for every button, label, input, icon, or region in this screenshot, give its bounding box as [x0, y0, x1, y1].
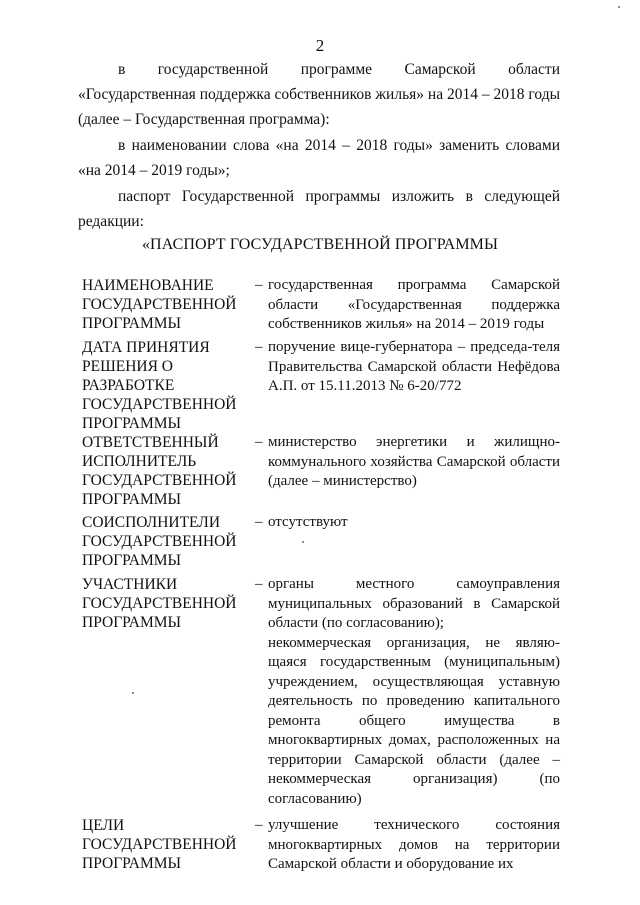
row-value: отсутствуют	[268, 514, 348, 530]
row-dash: –	[255, 514, 263, 530]
row-value: министерство энергетики и жилищно-коммунального хозяйства Самарской области (далее – министерство)	[268, 434, 560, 489]
row-label: НАИМЕНОВАНИЕ ГОСУДАРСТВЕННОЙ ПРОГРАММЫ	[82, 277, 237, 332]
row-value: улучшение технического состояния многоквартирных домов на территории Самарской области и оборудование их	[268, 817, 560, 872]
page-number: 2	[315, 36, 325, 55]
row-label: ДАТА ПРИНЯТИЯ РЕШЕНИЯ О РАЗРАБОТКЕ ГОСУДАРСТВЕННОЙ ПРОГРАММЫ	[82, 339, 237, 432]
row-value	[268, 575, 560, 809]
row-dash: –	[255, 277, 263, 293]
intro-paragraph-passport: паспорт Государственной программы изложить в следующей редакции:	[78, 188, 560, 230]
row-label: ОТВЕТСТВЕННЫЙ ИСПОЛНИТЕЛЬ ГОСУДАРСТВЕННОЙ ПРОГРАММЫ	[82, 434, 237, 508]
row-value: государственная программа Самарской области «Государственная поддержка собственников жилья» на 2014 – 2019 годы	[268, 277, 560, 332]
row-dash: –	[255, 339, 263, 355]
scan-speck	[132, 692, 134, 694]
intro-paragraph-rename: в наименовании слова «на 2014 – 2018 годы» заменить словами «на 2014 – 2019 годы»;	[78, 137, 560, 179]
row-label: СОИСПОЛНИТЕЛИ ГОСУДАРСТВЕННОЙ ПРОГРАММЫ	[82, 514, 237, 569]
row-value: поручение вице-губернатора – председа-теля Правительства Самарской области Нефёдова А.П. от 15.11.2013 № 6-20/772	[268, 339, 560, 394]
participants-value-part-2: некоммерческая организация, не являю-щаяся государственным (муниципальным) учреждением, осуществляющая уставную деятельность по проведению капитального ремонта общего имущества в многоквартирных домах, расположенных на территории Самарской области (далее – некоммерческая организация) (по согласованию)	[268, 634, 560, 807]
intro-paragraph-program: в государственной программе Самарской области «Государственная поддержка собственников жилья» на 2014 – 2018 годы (далее – Государственная программа):	[78, 61, 560, 128]
row-dash: –	[255, 817, 263, 833]
scan-speck	[618, 6, 620, 8]
row-dash: –	[255, 576, 263, 592]
row-label: ЦЕЛИ ГОСУДАРСТВЕННОЙ ПРОГРАММЫ	[82, 817, 237, 872]
passport-title: «ПАСПОРТ ГОСУДАРСТВЕННОЙ ПРОГРАММЫ	[141, 236, 499, 253]
participants-value-part-1: органы местного самоуправления муниципальных образований в Самарской области (по согласованию);	[268, 576, 560, 631]
row-label: УЧАСТНИКИ ГОСУДАРСТВЕННОЙ ПРОГРАММЫ	[82, 576, 237, 631]
scan-speck	[302, 541, 304, 543]
row-dash: –	[255, 434, 263, 450]
